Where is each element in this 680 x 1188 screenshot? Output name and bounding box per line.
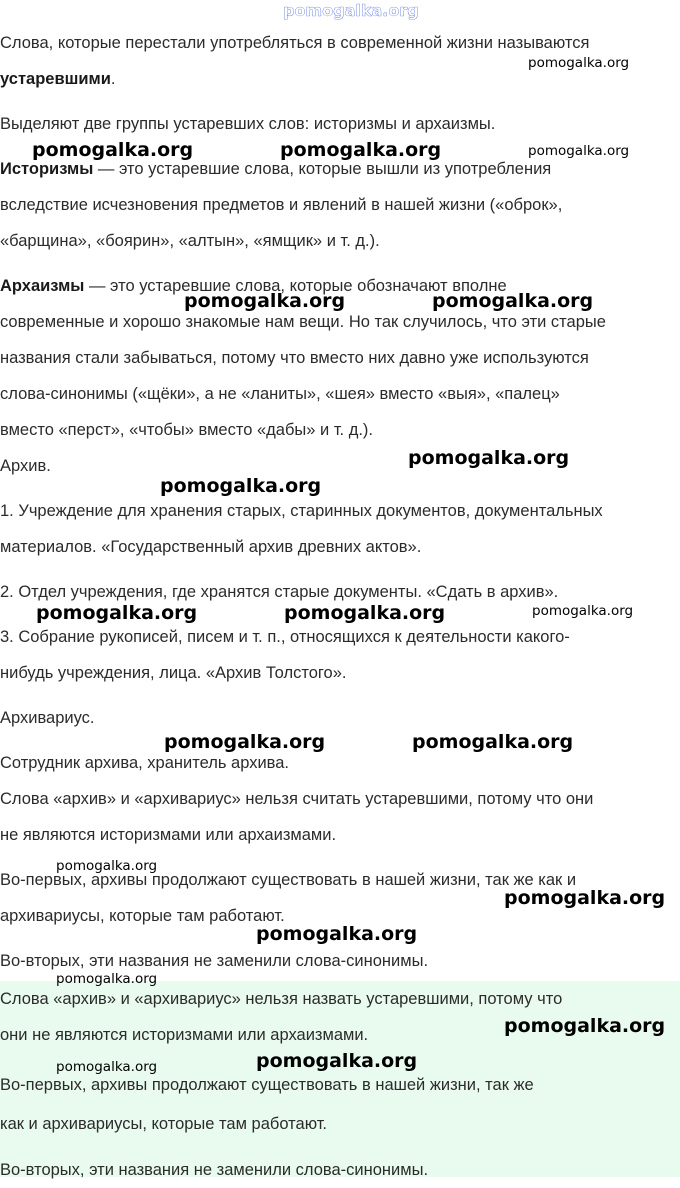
answer-line5: Во-вторых, эти названия не заменили слова-синонимы. <box>0 1161 429 1179</box>
term-historisms: Историзмы <box>0 160 94 178</box>
watermark: pomogalka.org <box>256 923 418 945</box>
reason3: Во-вторых, эти названия не заменили слова-синонимы. <box>0 952 429 970</box>
watermark: pomogalka.org <box>184 290 346 312</box>
reason1-line1: Слова «архив» и «архивариус» нельзя считать устаревшими, потому что они <box>0 790 594 808</box>
para2: Выделяют две группы устаревших слов: историзмы и архаизмы. <box>0 115 496 133</box>
archive-def1-line2: материалов. «Государственный архив древних актов». <box>0 538 422 556</box>
para3-line2: вследствие исчезновения предметов и явлений в нашей жизни («оброк», <box>0 196 563 214</box>
archivist-heading: Архивариус. <box>0 709 95 727</box>
archive-def3-line2: нибудь учреждения, лица. «Архив Толстого». <box>0 664 347 682</box>
para3-line1: Историзмы — это устаревшие слова, которые вышли из употребления <box>0 160 552 178</box>
para4-line1: Архаизмы — это устаревшие слова, которые обозначают вполне <box>0 277 507 295</box>
watermark: pomogalka.org <box>532 603 634 619</box>
watermark: pomogalka.org <box>528 55 630 71</box>
watermark: pomogalka.org <box>504 1015 666 1037</box>
archive-def2: 2. Отдел учреждения, где хранятся старые документы. «Сдать в архив». <box>0 583 559 601</box>
watermark: pomogalka.org <box>280 139 442 161</box>
site-link[interactable]: pomogalka.org <box>283 1 419 20</box>
para4-line3: названия стали забываться, потому что вместо них давно уже используются <box>0 349 589 367</box>
watermark: pomogalka.org <box>504 887 666 909</box>
term-obsolete: устаревшими <box>0 70 111 88</box>
answer-line2: они не являются историзмами или архаизмами. <box>0 1026 369 1044</box>
watermark: pomogalka.org <box>56 971 158 987</box>
para1-line2: устаревшими. <box>0 70 116 88</box>
answer-line4: как и архивариусы, которые там работают. <box>0 1115 328 1133</box>
watermark: pomogalka.org <box>412 731 574 753</box>
para4-line4: слова-синонимы («щёки», а не «ланиты», «шея» вместо «выя», «палец» <box>0 385 560 403</box>
watermark: pomogalka.org <box>528 143 630 159</box>
watermark: pomogalka.org <box>432 290 594 312</box>
watermark: pomogalka.org <box>284 602 446 624</box>
archive-heading: Архив. <box>0 457 51 475</box>
answer-line3: Во-первых, архивы продолжают существовать в нашей жизни, так же <box>0 1076 534 1094</box>
reason1-line2: не являются историзмами или архаизмами. <box>0 826 337 844</box>
watermark: pomogalka.org <box>36 602 198 624</box>
para1-line1: Слова, которые перестали употребляться в современной жизни называются <box>0 34 590 52</box>
term-archaisms: Архаизмы <box>0 277 85 295</box>
answer-line1: Слова «архив» и «архивариус» нельзя назвать устаревшими, потому что <box>0 990 563 1008</box>
archivist-def: Сотрудник архива, хранитель архива. <box>0 754 290 772</box>
watermark: pomogalka.org <box>164 731 326 753</box>
archive-def3-line1: 3. Собрание рукописей, писем и т. п., относящихся к деятельности какого- <box>0 628 570 646</box>
watermark: pomogalka.org <box>56 1059 158 1075</box>
watermark: pomogalka.org <box>32 139 194 161</box>
reason2-line1: Во-первых, архивы продолжают существовать в нашей жизни, так же как и <box>0 871 577 889</box>
watermark: pomogalka.org <box>160 475 322 497</box>
watermark: pomogalka.org <box>256 1050 418 1072</box>
watermark: pomogalka.org <box>56 858 158 874</box>
watermark: pomogalka.org <box>408 447 570 469</box>
para4-line5: вместо «перст», «чтобы» вместо «дабы» и т. д.). <box>0 421 374 439</box>
reason2-line2: архивариусы, которые там работают. <box>0 907 285 925</box>
para4-line2: современные и хорошо знакомые нам вещи. Но так случилось, что эти старые <box>0 313 606 331</box>
archive-def1-line1: 1. Учреждение для хранения старых, старинных документов, документальных <box>0 502 603 520</box>
para3-line3: «барщина», «боярин», «алтын», «ямщик» и т. д.). <box>0 232 380 250</box>
